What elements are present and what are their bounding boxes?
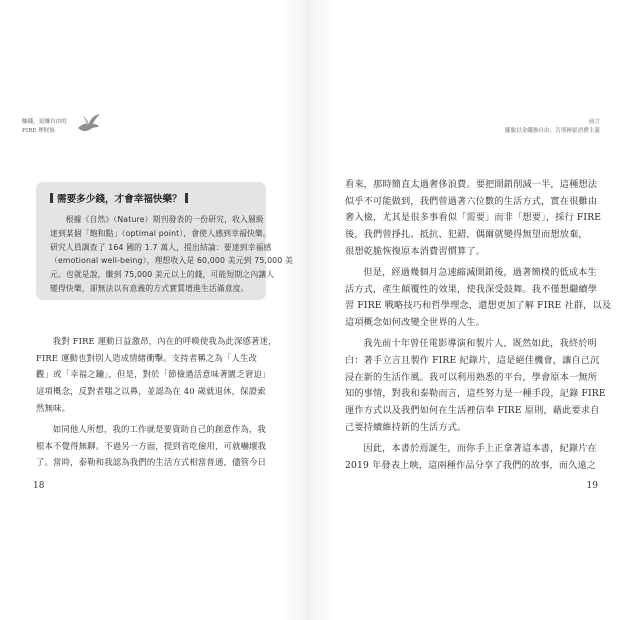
text-line: 了。當時，泰勒和我認為我們的生活方式相當普通，儘管今日 bbox=[36, 457, 267, 468]
text-line: 觀」或「幸福之鑰」，但是，對於「節儉過活意味著匱乏窘迫」 bbox=[36, 369, 271, 380]
text-line: FIRE 運動也對別人造成情緒衝擊。支持者稱之為「人生改 bbox=[36, 352, 258, 363]
sidebar-title bbox=[50, 193, 188, 206]
text-line: 因此，本書於焉誕生，而你手上正拿著這本書，紀錄片在 bbox=[363, 442, 597, 454]
title-bar-decoration bbox=[50, 193, 53, 203]
text-line: 很想乾脆恢復原本消費習慣算了。 bbox=[345, 245, 486, 257]
text-line: 知的事情，對我和泰勒而言，這些努力是一種手段，記錄 FIRE bbox=[345, 388, 606, 400]
text-line: 運作方式以及我們如何在生活裡信奉 FIRE 原則，藉此要求自 bbox=[345, 404, 600, 416]
text-line: 如同他人所想，我的工作就是要資助自己的創意作為，我 bbox=[52, 423, 266, 434]
paragraph bbox=[345, 177, 603, 260]
page-number: 18 bbox=[33, 481, 45, 491]
sidebar-line: 研究人員調查了 164 國的 1.7 萬人，提出結論：要達到幸福感 bbox=[50, 242, 272, 252]
paragraph bbox=[345, 336, 606, 436]
text-line: 這項概念，反對者嗤之以鼻，並認為在 40 歲就退休，保證索 bbox=[36, 386, 266, 397]
sidebar-line: （emotional well-being），理想收入是 60,000 美元到 75,000 美 bbox=[50, 256, 293, 266]
paragraph bbox=[345, 265, 612, 332]
title-bar-decoration bbox=[185, 193, 188, 203]
text-line: 然無味。 bbox=[36, 402, 71, 413]
sidebar-body bbox=[50, 213, 293, 296]
text-line: 白：著手立言且製作 FIRE 紀錄片，這是絕佳機會，讓自己沉 bbox=[345, 354, 600, 366]
text-line: 似乎不可能做到，我們曾過著六位數的生活方式，實在很難由 bbox=[345, 195, 598, 207]
sidebar-line: 元。也就是說，賺到 75,000 美元以上的錢，可能短期之內讓人 bbox=[50, 270, 275, 280]
sidebar-line: 變得快樂，卻無法以有意義的方式實質增進生活滿意度。 bbox=[50, 283, 249, 293]
body-text bbox=[345, 177, 612, 479]
bird-logo-icon bbox=[76, 112, 102, 136]
text-line: 我先前十年曾任電影導演和製片人，既然如此，我終於明 bbox=[363, 338, 597, 350]
sidebar-line: 達到某個「飽和點」（optimal point），會使人感到幸福快樂。 bbox=[50, 228, 271, 238]
running-head-line: 前言 bbox=[588, 119, 600, 125]
body-text bbox=[36, 333, 277, 476]
text-line: 後，我們曾掙扎、抵抗、犯錯，偶爾就變得無望而想放棄， bbox=[345, 229, 588, 241]
running-head-line: 賺錢，更賺自由的 bbox=[22, 119, 67, 125]
text-line: 這項概念如何改變全世界的人生。 bbox=[345, 317, 486, 328]
text-line: 浸在新的生活作風。我可以利用熟悉的平台，學會原本一無所 bbox=[345, 371, 598, 383]
right-page bbox=[310, 0, 620, 620]
paragraph bbox=[345, 441, 603, 474]
sidebar-title-text: 需要多少錢，才會幸福快樂？ bbox=[57, 194, 182, 205]
paragraph bbox=[36, 333, 277, 416]
text-line: 己要持續維持新的生活方式。 bbox=[345, 421, 467, 433]
text-line: 我對 FIRE 運動日益激昂，內在的呼喚使我為此深感著迷， bbox=[52, 336, 277, 346]
text-line: 活方式，產生顛覆性的效果，使我深受鼓舞。我不僅想繼續學 bbox=[345, 283, 598, 295]
text-line: 但是，經過幾個月急速縮減開銷後，過著簡樸的低成本生 bbox=[363, 266, 597, 278]
running-head-right bbox=[505, 118, 600, 136]
text-line: 根本不覺得無聊。不過另一方面，提到省吃儉用，可就嚇壞我 bbox=[36, 440, 267, 451]
text-line: 奢入儉，尤其是很多事看似「需要」而非「想要」，採行 FIRE bbox=[345, 212, 602, 224]
page-number: 19 bbox=[586, 481, 598, 491]
text-line: 習 FIRE 戰略技巧和哲學理念，還想更加了解 FIRE 社群，以及 bbox=[345, 300, 612, 312]
running-head-left bbox=[22, 118, 67, 136]
paragraph bbox=[36, 421, 268, 471]
running-head-line: 擺脫以金錢換自由，告別揮霍消費主義 bbox=[504, 128, 600, 134]
sidebar-line: 根據《自然》（Nature）期刊發表的一份研究，收入層級 bbox=[65, 215, 264, 224]
running-head-line: FIRE 理財族 bbox=[22, 128, 55, 134]
sidebar-box bbox=[36, 182, 293, 300]
text-line: 2019 年發表上映，這兩種作品分享了我們的故事，而久遠之 bbox=[345, 459, 597, 471]
text-line: 看來，那時簡直太過奢侈浪費。要把開銷削減一半，這種想法 bbox=[345, 179, 598, 190]
